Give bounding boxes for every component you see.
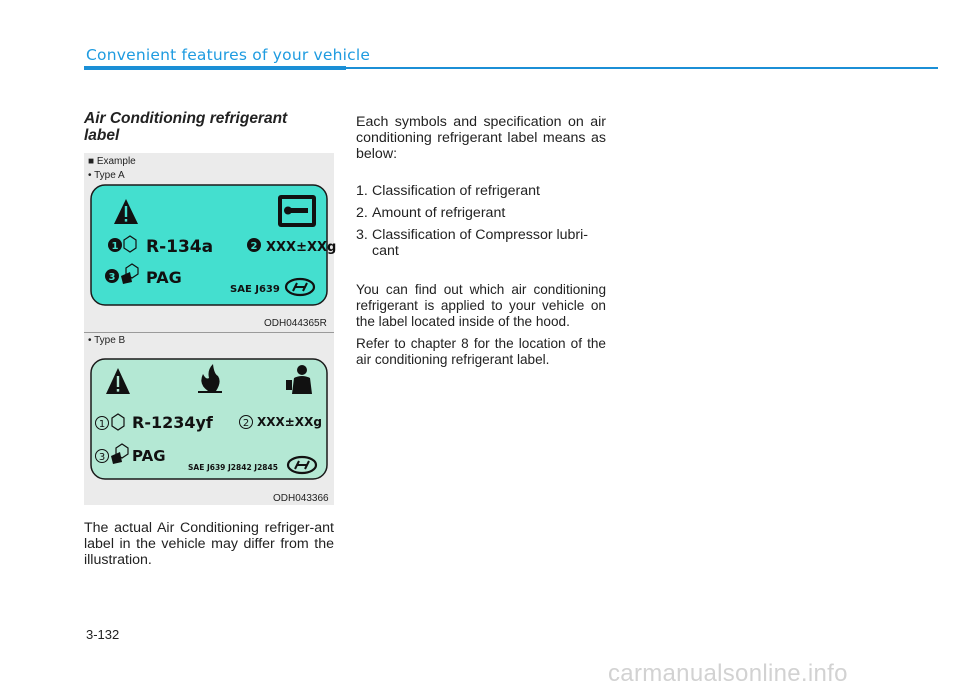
example-label: Example — [96, 156, 136, 167]
list-item — [356, 205, 606, 221]
refrigerant-name: R-1234yf — [132, 413, 213, 432]
lubricant-name: PAG — [132, 447, 166, 465]
marker-1: 1 — [111, 241, 119, 252]
chapter-reference-paragraph: Refer to chapter 8 for the location of the air conditioning refrigerant label. — [356, 336, 606, 367]
header-accent-bar — [84, 66, 346, 70]
intro-paragraph: Each symbols and specification on air conditioning refrigerant label means as below: — [356, 114, 606, 162]
type-b-caption: • Type B — [88, 335, 126, 346]
label-location-paragraph: You can find out which air conditioning refrigerant is applied to your vehicle on the label located inside of the hood. — [356, 282, 606, 329]
marker-2: 2 — [250, 241, 258, 252]
list-number: 2. — [356, 205, 368, 221]
type-b-figure-code: ODH043366 — [273, 493, 329, 504]
page-number: 3-132 — [86, 627, 120, 642]
type-a-caption: • Type A — [88, 170, 125, 181]
list-text: Amount of refrigerant — [372, 205, 506, 221]
type-a-refrigerant-label — [90, 184, 337, 306]
header-rule — [346, 67, 938, 69]
list-number: 3. — [356, 227, 368, 243]
label-figure — [84, 153, 337, 505]
refrigerant-amount: XXX±XXg — [257, 415, 322, 429]
symbol-meaning-list — [356, 183, 606, 265]
list-item — [356, 227, 606, 259]
type-a-figure-code: ODH044365R — [264, 318, 327, 329]
service-manual-icon — [278, 195, 316, 227]
section-header-title: Convenient features of your vehicle — [86, 46, 371, 64]
amount-marker-icon — [247, 238, 261, 252]
type-b-refrigerant-label — [90, 358, 328, 480]
example-marker: ■ — [88, 156, 95, 167]
list-text: Classification of Compressor lubri-cant — [372, 227, 589, 259]
example-caption — [88, 156, 136, 167]
marker-3: 3 — [108, 272, 116, 283]
refrigerant-amount: XXX±XXg — [266, 240, 337, 255]
marker-2: 2 — [242, 418, 250, 429]
standard-text: SAE J639 — [230, 284, 280, 295]
marker-3: 3 — [98, 452, 106, 463]
lubricant-name: PAG — [146, 268, 182, 287]
site-watermark: carmanualsonline.info — [608, 660, 848, 687]
illustration-note: The actual Air Conditioning refriger-ant label in the vehicle may differ from the illustration. — [84, 520, 334, 568]
section-heading — [84, 110, 334, 144]
refrigerant-name: R-134a — [146, 237, 214, 257]
marker-1: 1 — [98, 419, 106, 430]
figure-divider — [84, 332, 334, 333]
list-text: Classification of refrigerant — [372, 183, 540, 199]
heading-line-1: Air Conditioning refrigerant — [84, 110, 288, 127]
list-item — [356, 183, 606, 199]
standard-text: SAE J639 J2842 J2845 — [188, 463, 278, 472]
list-number: 1. — [356, 183, 368, 199]
heading-line-2: label — [84, 127, 120, 144]
